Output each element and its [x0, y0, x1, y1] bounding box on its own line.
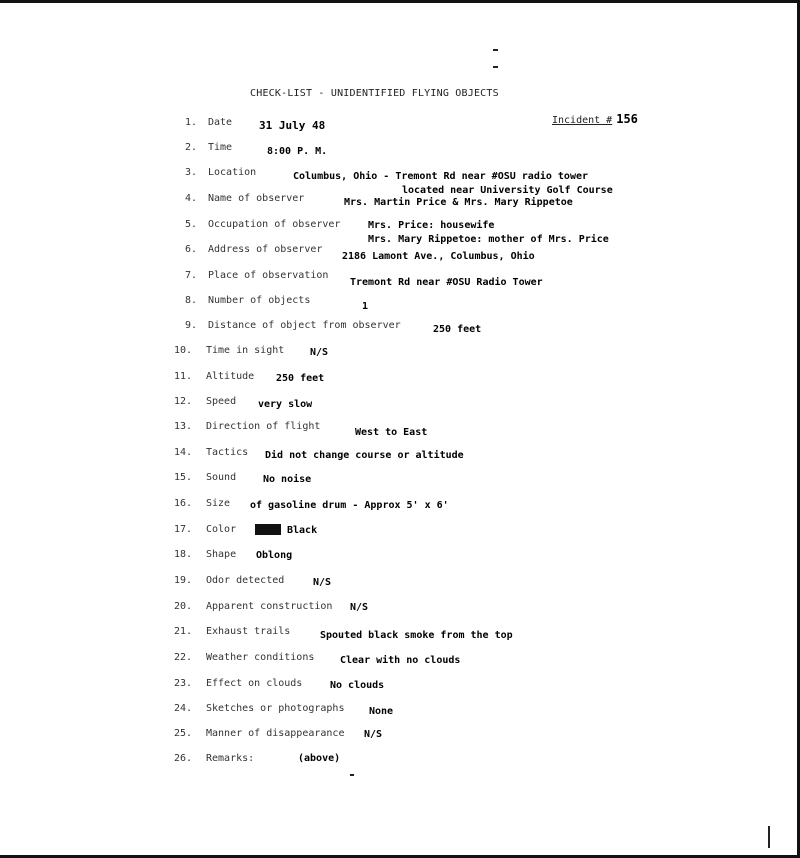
item-answer: N/S: [364, 729, 383, 740]
item-answer: Columbus, Ohio - Tremont Rd near #OSU radio tower: [293, 171, 589, 182]
scan-mark-2: [493, 66, 498, 68]
item-answer: West to East: [355, 427, 428, 438]
scan-mark-4: [350, 774, 354, 776]
item-number: 17.: [174, 524, 193, 535]
item-label: Occupation of observer: [208, 219, 341, 230]
item-label: Apparent construction: [206, 601, 333, 612]
item-label: Odor detected: [206, 575, 285, 586]
item-number: 14.: [174, 447, 193, 458]
item-number: 26.: [174, 753, 193, 764]
item-answer: very slow: [258, 399, 313, 410]
item-number: 6.: [185, 244, 198, 255]
item-label: Tactics: [206, 447, 249, 458]
item-number: 22.: [174, 652, 193, 663]
item-answer: Did not change course or altitude: [265, 450, 464, 461]
item-label: Exhaust trails: [206, 626, 291, 637]
item-number: 18.: [174, 549, 193, 560]
item-label: Location: [208, 167, 257, 178]
item-answer: No clouds: [330, 680, 385, 691]
item-answer: No noise: [263, 474, 312, 485]
item-label: Speed: [206, 396, 237, 407]
item-answer: 2186 Lamont Ave., Columbus, Ohio: [342, 251, 535, 262]
item-label: Manner of disappearance: [206, 728, 345, 739]
item-answer: Mrs. Price: housewife: [368, 220, 495, 231]
scan-mark-3: [768, 826, 770, 848]
item-label: Name of observer: [208, 193, 305, 204]
item-number: 10.: [174, 345, 193, 356]
item-number: 3.: [185, 167, 198, 178]
item-answer: N/S: [350, 602, 369, 613]
item-label: Size: [206, 498, 231, 509]
item-number: 23.: [174, 678, 193, 689]
incident-number: [552, 112, 638, 126]
item-label: Number of objects: [208, 295, 311, 306]
item-label: Weather conditions: [206, 652, 315, 663]
struck-out-word: [255, 524, 281, 535]
incident-value: 156: [616, 112, 638, 126]
item-label: Time: [208, 142, 233, 153]
item-label: Date: [208, 117, 233, 128]
item-answer: N/S: [310, 347, 329, 358]
scan-mark-1: [493, 49, 498, 51]
item-number: 11.: [174, 371, 193, 382]
item-answer: N/S: [313, 577, 332, 588]
item-label: Effect on clouds: [206, 678, 303, 689]
item-answer: (above): [298, 753, 341, 764]
item-answer: of gasoline drum - Approx 5' x 6': [250, 500, 449, 511]
item-number: 25.: [174, 728, 193, 739]
incident-label: Incident #: [552, 115, 613, 126]
item-number: 19.: [174, 575, 193, 586]
item-answer: Spouted black smoke from the top: [320, 630, 513, 641]
item-number: 1.: [185, 117, 198, 128]
item-number: 5.: [185, 219, 198, 230]
item-label: Direction of flight: [206, 421, 321, 432]
item-answer: None: [369, 706, 394, 717]
item-answer-continued: Mrs. Mary Rippetoe: mother of Mrs. Price: [368, 234, 609, 245]
item-number: 7.: [185, 270, 198, 281]
item-answer: Clear with no clouds: [340, 655, 461, 666]
item-label: Place of observation: [208, 270, 329, 281]
item-number: 15.: [174, 472, 193, 483]
item-label: Remarks:: [206, 753, 255, 764]
item-number: 8.: [185, 295, 198, 306]
item-number: 13.: [174, 421, 193, 432]
item-label: Time in sight: [206, 345, 285, 356]
item-answer: 250 feet: [433, 324, 482, 335]
item-answer: 250 feet: [276, 373, 325, 384]
page-title: CHECK-LIST - UNIDENTIFIED FLYING OBJECTS: [250, 88, 499, 99]
item-answer: Oblong: [256, 550, 293, 561]
item-label: Distance of object from observer: [208, 320, 401, 331]
item-number: 21.: [174, 626, 193, 637]
item-label: Sketches or photographs: [206, 703, 345, 714]
item-label: Altitude: [206, 371, 255, 382]
item-label: Shape: [206, 549, 237, 560]
item-label: Sound: [206, 472, 237, 483]
item-number: 2.: [185, 142, 198, 153]
item-answer: Mrs. Martin Price & Mrs. Mary Rippetoe: [344, 197, 573, 208]
item-number: 9.: [185, 320, 198, 331]
item-number: 16.: [174, 498, 193, 509]
item-label: Address of observer: [208, 244, 323, 255]
item-number: 24.: [174, 703, 193, 714]
item-answer: Black: [287, 525, 318, 536]
item-answer: Tremont Rd near #OSU Radio Tower: [350, 277, 543, 288]
item-answer: 31 July 48: [259, 119, 326, 132]
item-number: 20.: [174, 601, 193, 612]
item-answer: 8:00 P. M.: [267, 146, 328, 157]
item-answer-continued: located near University Golf Course: [402, 185, 613, 196]
item-answer: 1: [362, 301, 369, 312]
item-number: 4.: [185, 193, 198, 204]
item-number: 12.: [174, 396, 193, 407]
item-label: Color: [206, 524, 237, 535]
